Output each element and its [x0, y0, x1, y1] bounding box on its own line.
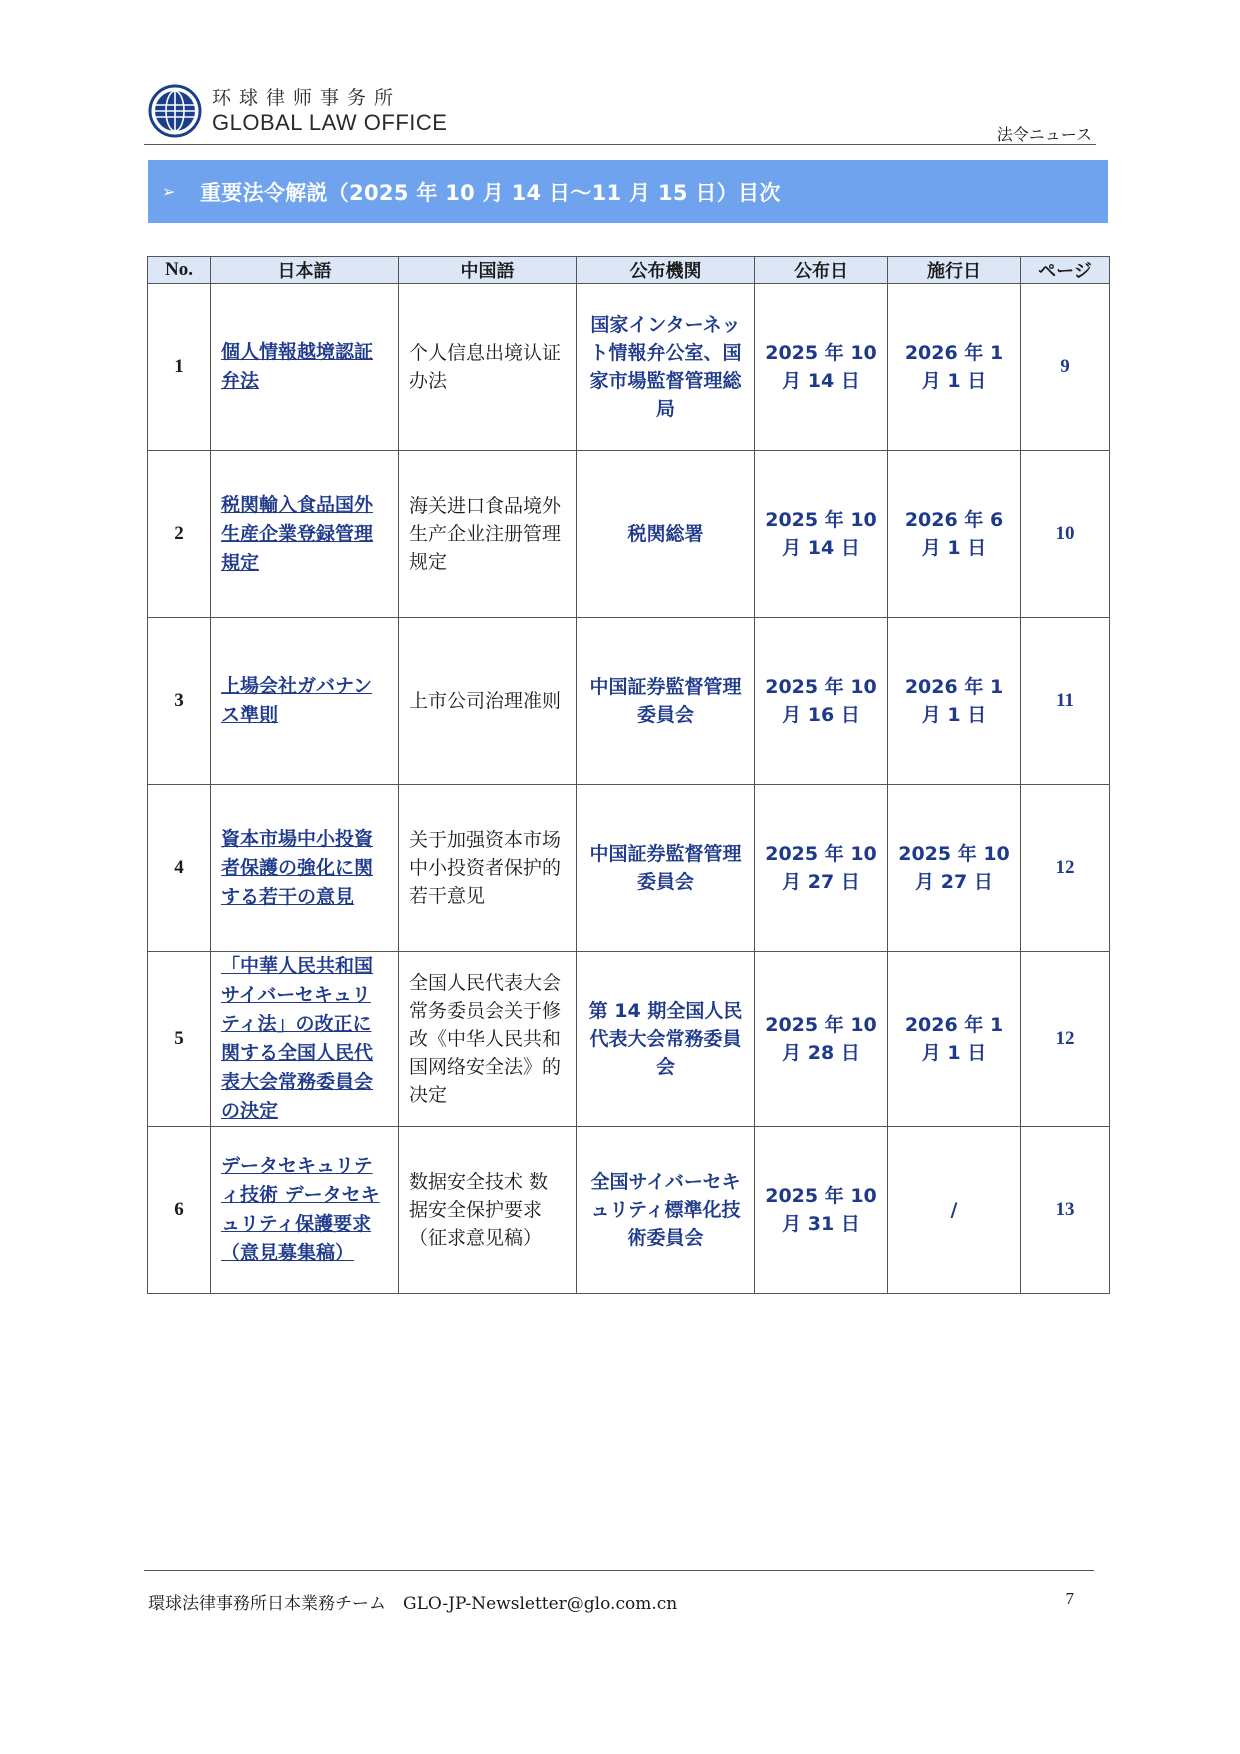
- issuing-agency: 全国サイバーセキュリティ標準化技術委員会: [577, 1127, 755, 1294]
- row-number: 1: [148, 284, 211, 451]
- page-header: [148, 84, 1096, 146]
- globe-logo-icon: [148, 84, 202, 138]
- page-reference: 13: [1021, 1127, 1110, 1294]
- column-header-agency: 公布機関: [577, 257, 755, 284]
- japanese-title-link[interactable]: 資本市場中小投資者保護の強化に関する若干の意見: [221, 827, 374, 908]
- brand: [212, 86, 447, 136]
- row-number: 5: [148, 952, 211, 1127]
- japanese-title-link[interactable]: 個人情報越境認証弁法: [221, 341, 374, 392]
- japanese-title-cell: [211, 785, 399, 952]
- effective-date: /: [888, 1127, 1021, 1294]
- publication-date: 2025 年 10 月 16 日: [755, 618, 888, 785]
- contents-table: [147, 256, 1110, 1294]
- column-header-page: ページ: [1021, 257, 1110, 284]
- header-divider: [144, 144, 1096, 145]
- table-row: [148, 1127, 1110, 1294]
- chinese-title: 上市公司治理准则: [399, 618, 577, 785]
- footer-contact: 環球法律事務所日本業務チーム GLO-JP-Newsletter@glo.com.cn: [148, 1594, 678, 1614]
- effective-date: 2026 年 1 月 1 日: [888, 618, 1021, 785]
- page-number: 7: [1065, 1589, 1074, 1608]
- table-row: [148, 785, 1110, 952]
- chinese-title: 数据安全技术 数据安全保护要求（征求意见稿）: [399, 1127, 577, 1294]
- issuing-agency: 国家インターネット情報弁公室、国家市場監督管理総局: [577, 284, 755, 451]
- publication-date: 2025 年 10 月 14 日: [755, 284, 888, 451]
- effective-date: 2026 年 1 月 1 日: [888, 284, 1021, 451]
- chinese-title: 全国人民代表大会常务委员会关于修改《中华人民共和国网络安全法》的决定: [399, 952, 577, 1127]
- publication-date: 2025 年 10 月 14 日: [755, 451, 888, 618]
- table-header-row: [148, 257, 1110, 284]
- japanese-title-link[interactable]: 上場会社ガバナンス準則: [221, 675, 373, 726]
- japanese-title-link[interactable]: 税関輸入食品国外生産企業登録管理規定: [221, 493, 374, 574]
- japanese-title-cell: [211, 284, 399, 451]
- column-header-japanese: 日本語: [211, 257, 399, 284]
- effective-date: 2026 年 1 月 1 日: [888, 952, 1021, 1127]
- column-header-no: No.: [148, 257, 211, 284]
- column-header-chinese: 中国語: [399, 257, 577, 284]
- chinese-title: 个人信息出境认证办法: [399, 284, 577, 451]
- effective-date: 2026 年 6 月 1 日: [888, 451, 1021, 618]
- page-reference: 11: [1021, 618, 1110, 785]
- brand-name-english: GLOBAL LAW OFFICE: [212, 110, 448, 135]
- effective-date: 2025 年 10 月 27 日: [888, 785, 1021, 952]
- row-number: 6: [148, 1127, 211, 1294]
- row-number: 3: [148, 618, 211, 785]
- table-row: [148, 451, 1110, 618]
- issuing-agency: 中国証券監督管理委員会: [577, 618, 755, 785]
- page-reference: 12: [1021, 952, 1110, 1127]
- table-row: [148, 284, 1110, 451]
- footer-divider: [144, 1570, 1094, 1571]
- japanese-title-link[interactable]: データセキュリティ技術 データセキュリティ保護要求（意見募集稿）: [221, 1155, 380, 1264]
- column-header-effective: 施行日: [888, 257, 1021, 284]
- japanese-title-cell: [211, 952, 399, 1127]
- issuing-agency: 第 14 期全国人民代表大会常務委員会: [577, 952, 755, 1127]
- column-header-published: 公布日: [755, 257, 888, 284]
- row-number: 2: [148, 451, 211, 618]
- table-row: [148, 618, 1110, 785]
- japanese-title-cell: [211, 451, 399, 618]
- section-label: 法令ニュース: [996, 125, 1092, 144]
- section-title: 重要法令解説（2025 年 10 月 14 日～11 月 15 日）目次: [200, 180, 781, 205]
- publication-date: 2025 年 10 月 31 日: [755, 1127, 888, 1294]
- page-reference: 9: [1021, 284, 1110, 451]
- section-banner: [148, 160, 1108, 223]
- japanese-title-cell: [211, 618, 399, 785]
- brand-name-chinese: 环球律师事务所: [212, 87, 402, 109]
- page-reference: 10: [1021, 451, 1110, 618]
- row-number: 4: [148, 785, 211, 952]
- issuing-agency: 税関総署: [577, 451, 755, 618]
- publication-date: 2025 年 10 月 27 日: [755, 785, 888, 952]
- page-reference: 12: [1021, 785, 1110, 952]
- japanese-title-cell: [211, 1127, 399, 1294]
- table-row: [148, 952, 1110, 1127]
- issuing-agency: 中国証券監督管理委員会: [577, 785, 755, 952]
- chinese-title: 关于加强资本市场中小投资者保护的若干意见: [399, 785, 577, 952]
- japanese-title-link[interactable]: 「中華人民共和国サイバーセキュリティ法」の改正に関する全国人民代表大会常務委員会の決定: [221, 955, 374, 1122]
- chinese-title: 海关进口食品境外生产企业注册管理规定: [399, 451, 577, 618]
- arrow-bullet-icon: ➢: [162, 182, 176, 201]
- publication-date: 2025 年 10 月 28 日: [755, 952, 888, 1127]
